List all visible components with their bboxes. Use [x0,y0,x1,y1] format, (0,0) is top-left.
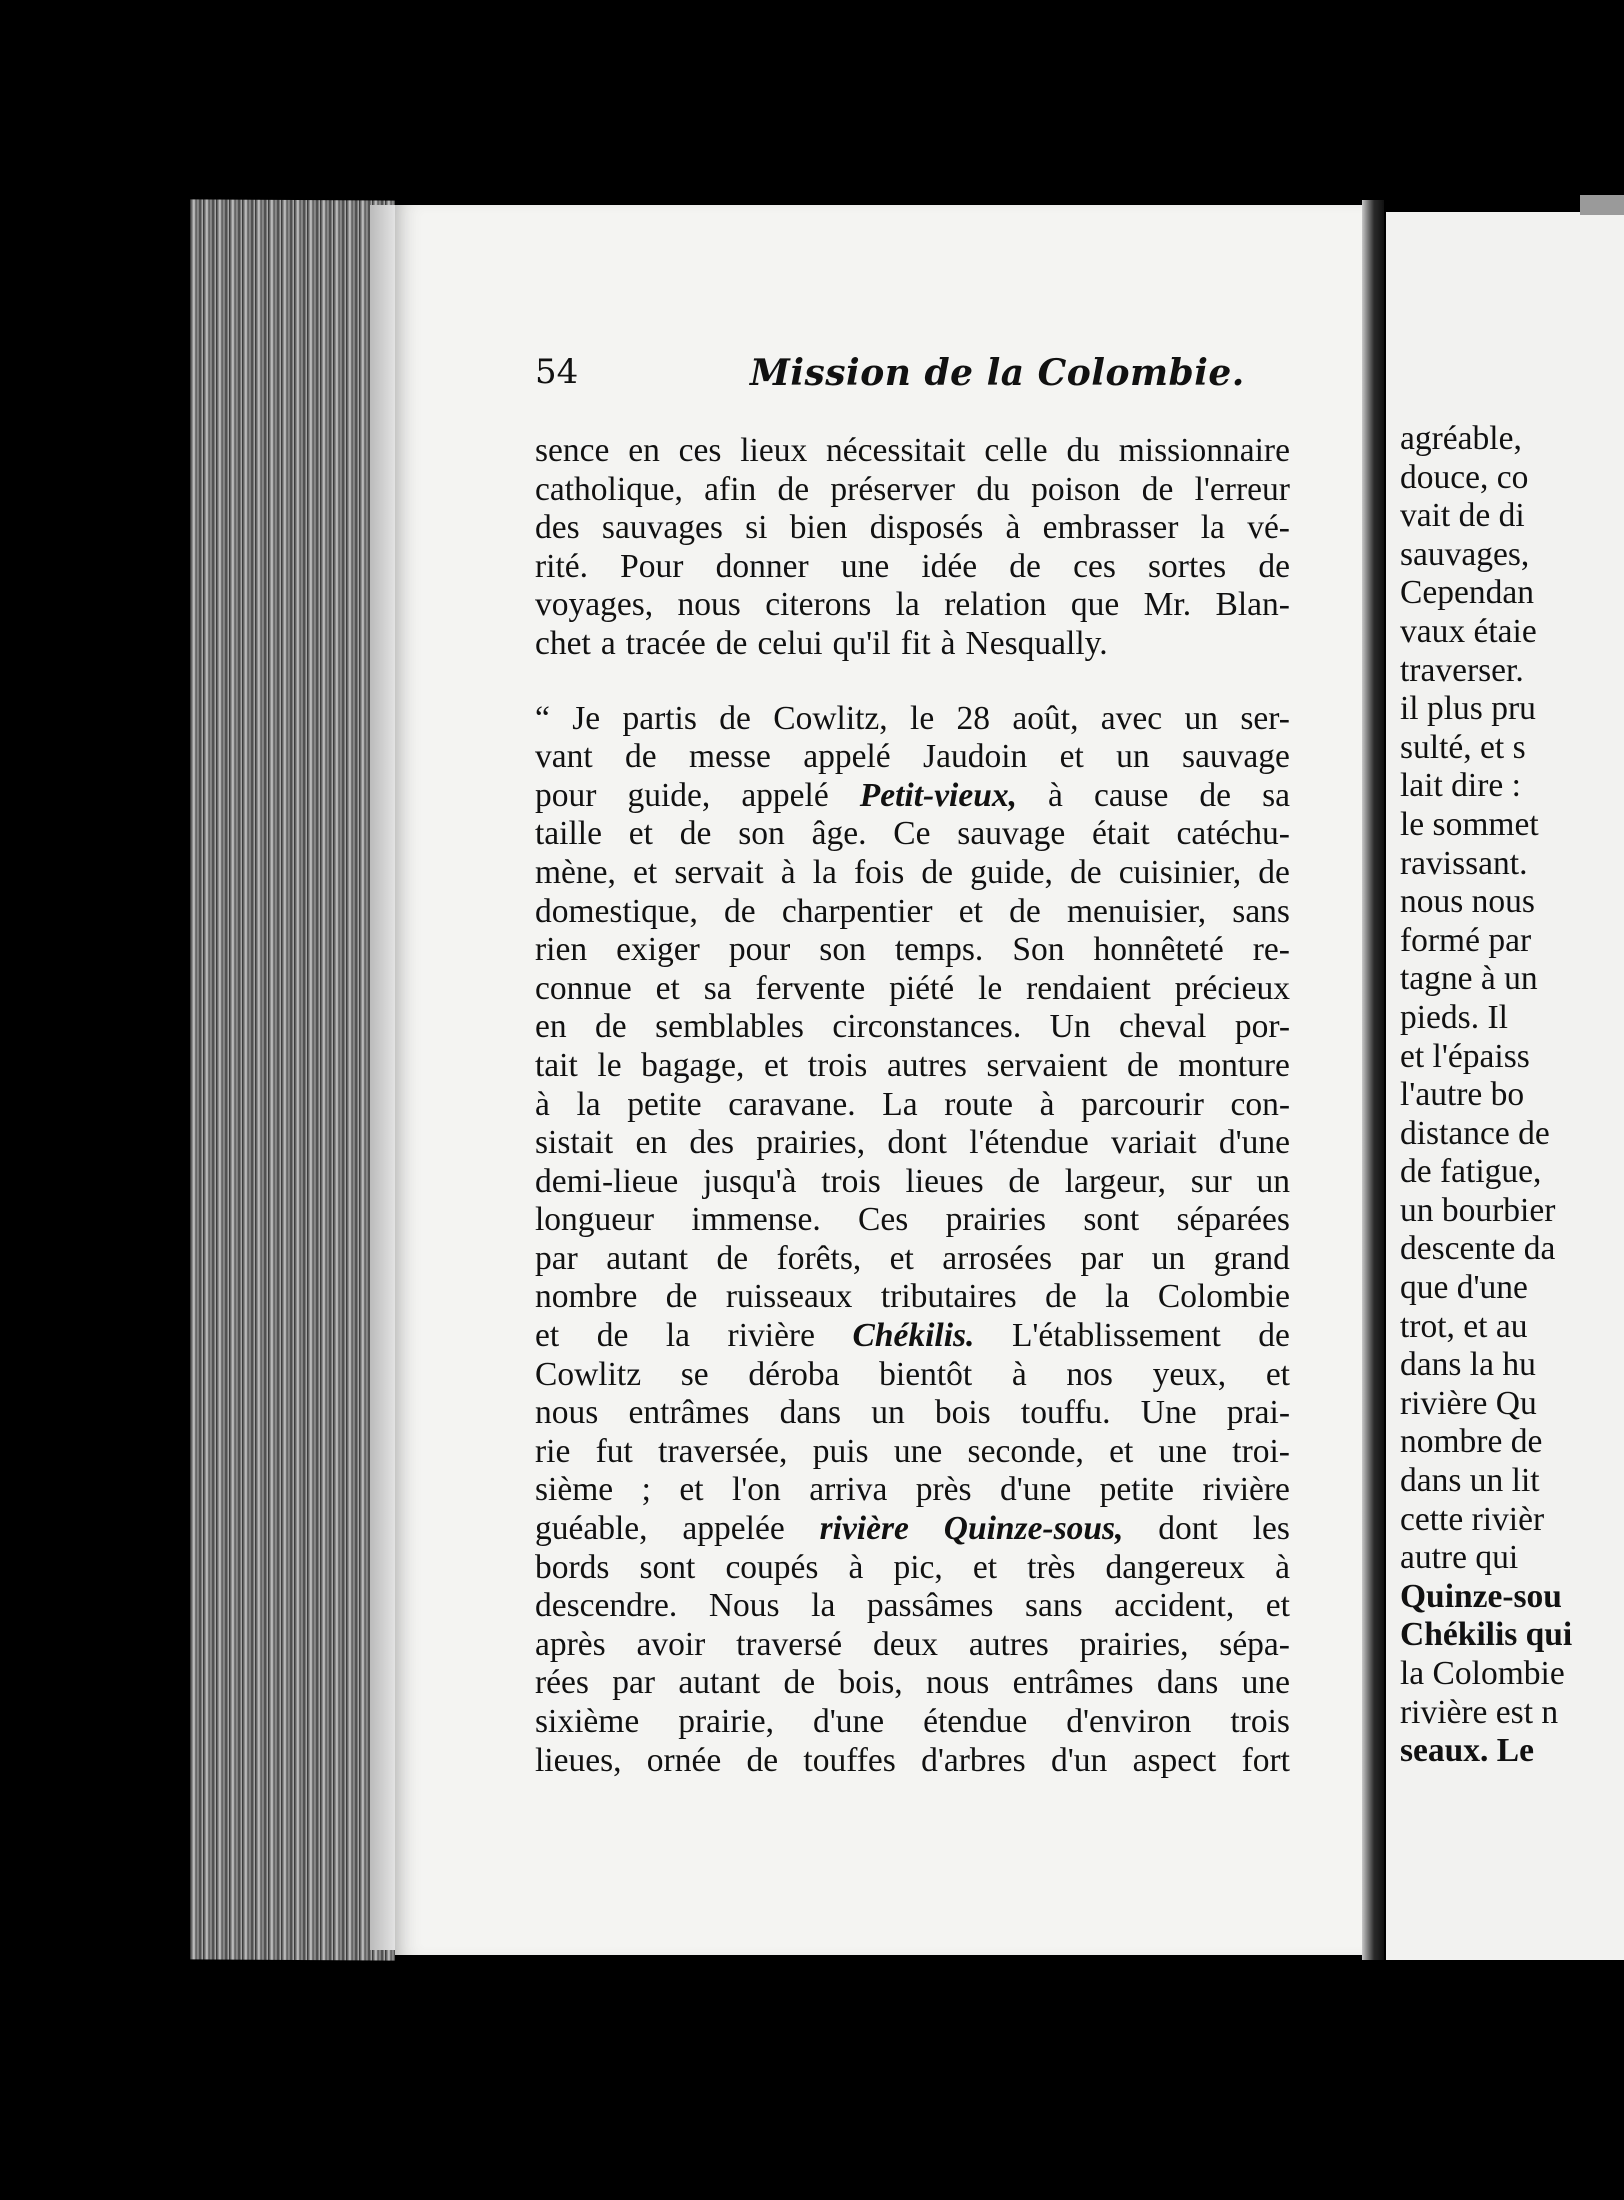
right-text-line: agréable, [1400,420,1522,457]
text-line: rien exiger pour son temps. Son honnêteté re- [535,931,1290,969]
text-line: et de la rivière Chékilis. L'établissement de [535,1317,1290,1355]
right-text-line: tagne à un [1400,960,1538,998]
right-text-line: Chékilis qui [1400,1616,1573,1654]
right-text-line: lait dire : [1400,767,1521,805]
text-line: sence en ces lieux nécessitait celle du missionnaire [535,432,1290,469]
text-line: connue et sa fervente piété le rendaient précieux [535,969,1290,1007]
right-text-line: nombre de [1400,1423,1543,1461]
page-number: 54 [535,352,579,392]
text-line: à la petite caravane. La route à parcourir con- [535,1085,1290,1123]
right-text-line: dans la hu [1400,1346,1536,1384]
right-text-line: Cependan [1400,574,1534,612]
right-text-line: la Colombie [1400,1655,1565,1692]
right-text-line: seaux. Le [1400,1732,1534,1770]
right-text-line: distance de [1400,1114,1550,1152]
book-gutter [1362,200,1384,1960]
right-text-line: et l'épaiss [1400,1037,1530,1075]
right-text-line: dans un lit [1400,1462,1540,1500]
text-line: sixième prairie, d'une étendue d'environ trois [535,1703,1290,1740]
text-line: par autant de forêts, et arrosées par un grand [535,1239,1290,1277]
text-line: sième ; et l'on arriva près d'une petite rivière [535,1471,1290,1509]
page-corner-shadow [1580,195,1624,215]
right-text-line: il plus pru [1400,690,1536,728]
text-line: longueur immense. Ces prairies sont séparées [535,1201,1290,1239]
text-line: des sauvages si bien disposés à embrasser la vé- [535,509,1290,547]
text-line: rées par autant de bois, nous entrâmes dans une [535,1664,1290,1702]
right-text-line: le sommet [1400,805,1539,843]
right-text-line: rivière Qu [1400,1384,1537,1422]
right-text-line: sauvages, [1400,535,1530,573]
right-text-line: douce, co [1400,458,1529,496]
text-line: en de semblables circonstances. Un cheval por- [535,1008,1290,1046]
running-head [535,352,1295,402]
text-line: nous entrâmes dans un bois touffu. Une prai- [535,1394,1290,1432]
text-line: vant de messe appelé Jaudoin et un sauvage [535,738,1290,776]
page-stack-edge [190,199,395,1960]
right-text-line: vait de di [1400,497,1525,535]
right-text-line: vaux étaie [1400,612,1537,650]
text-line: tait le bagage, et trois autres servaient de monture [535,1046,1290,1084]
text-line: guéable, appelée rivière Quinze-sous, dont les [535,1510,1290,1548]
right-text-line: descente da [1400,1230,1556,1268]
right-text-line: nous nous [1400,883,1535,921]
paragraph-gap [535,664,1290,700]
right-text-line: trot, et au [1400,1307,1528,1345]
text-line: rie fut traversée, puis une seconde, et une troi- [535,1432,1290,1470]
page-title: Mission de la Colombie. [750,352,1245,394]
right-text-line: formé par [1400,921,1532,959]
text-line: lieues, ornée de touffes d'arbres d'un aspect fort [535,1741,1290,1779]
right-text-line: de fatigue, [1400,1153,1542,1191]
right-text-line: pieds. Il [1400,998,1508,1036]
right-page-fragment [1400,420,1624,1771]
text-line: demi-lieue jusqu'à trois lieues de largeur, sur un [535,1162,1290,1200]
right-text-line: ravissant. [1400,844,1528,882]
right-text-line: traverser. [1400,651,1524,689]
text-line: taille et de son âge. Ce sauvage était catéchu- [535,815,1290,853]
right-text-line: que d'une [1400,1269,1528,1307]
text-line: bords sont coupés à pic, et très dangereux à [535,1548,1290,1586]
text-line: “ Je partis de Cowlitz, le 28 août, avec un ser- [535,699,1290,737]
right-text-line: sulté, et s [1400,728,1526,766]
text-line: voyages, nous citerons la relation que Mr. Blan- [535,586,1290,624]
right-text-line: Quinze-sou [1400,1577,1562,1615]
text-line: rité. Pour donner une idée de ces sortes de [535,547,1290,585]
text-line: Cowlitz se déroba bientôt à nos yeux, et [535,1355,1290,1393]
text-line: mène, et servait à la fois de guide, de cuisinier, de [535,853,1290,891]
text-line: descendre. Nous la passâmes sans accident, et [535,1587,1290,1625]
text-line: catholique, afin de préserver du poison de l'erreur [535,470,1290,508]
right-text-line: cette rivièr [1400,1500,1545,1538]
text-line: chet a tracée de celui qu'il fit à Nesqually. [535,624,1108,662]
text-line: nombre de ruisseaux tributaires de la Colombie [535,1278,1290,1316]
right-text-line: autre qui [1400,1539,1519,1577]
text-line: sistait en des prairies, dont l'étendue variait d'une [535,1124,1290,1162]
right-text-line: l'autre bo [1400,1076,1525,1114]
text-line: pour guide, appelé Petit-vieux, à cause de sa [535,776,1290,814]
right-text-line: un bourbier [1400,1191,1556,1229]
text-line: après avoir traversé deux autres prairies, sépa- [535,1625,1290,1663]
right-text-line: rivière est n [1400,1693,1559,1731]
text-line: domestique, de charpentier et de menuisier, sans [535,892,1290,930]
left-page-body [535,432,1290,1780]
